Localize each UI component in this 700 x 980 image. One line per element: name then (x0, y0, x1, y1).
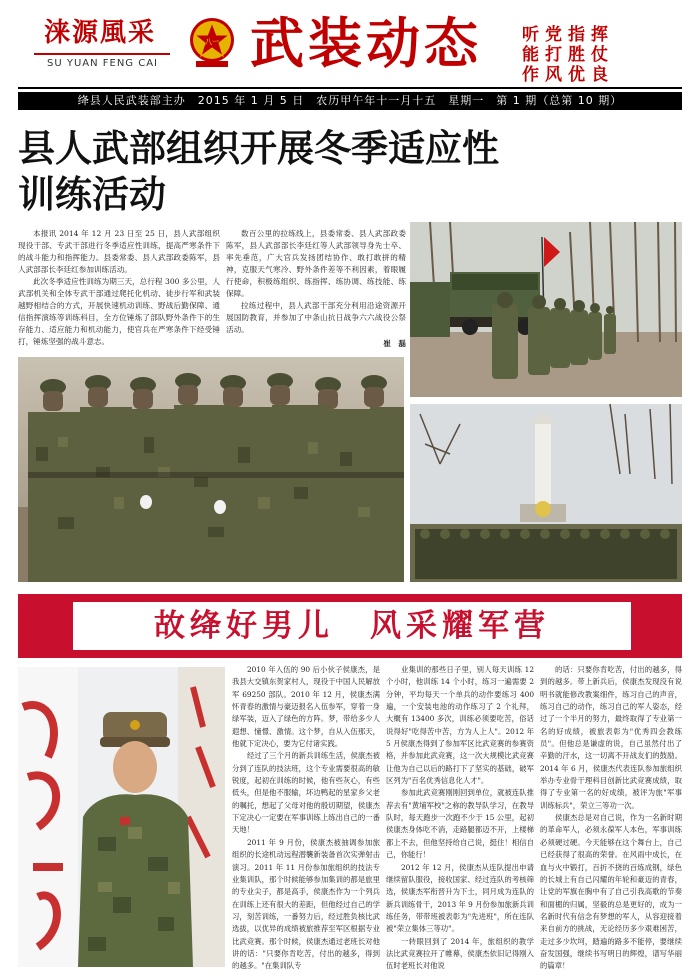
article1-column-1 (18, 228, 220, 348)
masthead-left-subtitle: SU YUAN FENG CAI (46, 58, 159, 69)
slogan-line-3: 作风优良 (522, 65, 614, 85)
feature-banner (18, 594, 682, 658)
article2-paragraph: 业集训的那些日子里，别人每天训练 12 个小时，他训练 14 个小时，练习一遍需要 2 分钟，平均每天一个单兵的动作要练习 400 遍，一个安装电池的动作练习了 2 个礼拜，大概有 13400 多次，训练必须要吃苦，俗话说得好"吃得苦中苦，方为人上人"。2012 年 5 月侯康杰得到了参加军区比武竞赛的参赛资格，并参加此武竞赛，这一次大规模比武竞赛让他为自己以后的路打下了坚实的基础，破军区列为"百名优秀信息化人才"。 (386, 665, 534, 786)
masthead-main-title: 武装动态 (250, 11, 482, 75)
article2-paragraph: 的话：只要你肯吃苦，付出的越多，得到的越多。带上新兵后，侯康杰发现没有说明书就能修改教案细件，练习自己的声音，练习自己的动作，练习自己的军人姿态，经过了一个半月的努力，最终取得了专业第一名的好成绩，被旅表彰为"优秀四会教练员"。但他总是谦虚的说，自己虽然付出了辛勤的汗水，这一切离不开战友们的鼓励。2014 年 6 月，侯康杰代表连队参加旅组织举办专业骨干理科目创新比武竞赛成绩，取得了专业第一名的好成绩，被评为旅"军事训练标兵"，荣立三等功一次。 (540, 665, 682, 810)
article2-paragraph: 2012 年 12 月，侯康杰从连队提出申请继续留队服役，接收国家、经过连队的考核筛选，侯康杰军衔晋升为下士，同月成为连队的新兵训练骨干，2013 年 9 月份参加旅新兵训练任务，带带班被表彰为"先进班"，所在连队被"荣立集体三等功"。 (386, 862, 534, 934)
article1-paragraph: 此次冬季适应性训练为期三天，总行程 300 多公里，人武部机关和全体专武干部通过爬托化机动、徒步行军和武装越野相结合的方式，开展快速机动训练、野战后勤保障、通信指挥演练等训练科目，全方位锤炼了部队野外条件下的生存能力、适应能力和机动能力，使官兵在严寒条件下经受锤打，锤炼坚强的战斗意志。 (18, 277, 220, 346)
article2-paragraph: 经过了三个月的新兵训练生活，侯康杰被分到了连队的技法班，这个专业需要很高的敏锐度，起初在训练的时候，他有些灰心，有些低头，但是他不服输，坏边鸭起的星家乡父老的嘱托，想起了父母对他的殷切期望，侯康杰下定决心一定要在军事训练上练出自己的一番天地！ (232, 751, 380, 835)
article2-paragraph: 2010 年入伍的 90 后小伙子侯康杰，是我县大交镇东贺家村人，现役于中国人民解放军 69250 部队。2010 年 12 月，侯康杰满怀青春的激情与豪迈报名入伍参军，穿着一身绿军装，迈入了绿色的方阵。梦，带给多少人遐想、憧憬、激情。这个梦，自从入伍那天，他就下定决心，要为它付诸实践。 (232, 665, 380, 749)
article2-paragraph: 一转眼回到了 2014 年，旅组织的教学法比武竞赛拉开了帷幕，侯康杰依旧记得刚入伍时老班长对他说 (386, 936, 534, 971)
soldier-portrait-photo (18, 667, 225, 967)
monument-ceremony-photo (410, 404, 682, 582)
article2-paragraph: 参加此武竞赛刚刚回到单位，就被连队推荐去有"黄埔军校"之称的教导队学习，在教导队时，每天跑步一次跑不少于 15 公里，起初侯康杰身体吃不消，走路腿都迈不开，上楼梯都上不去，但他坚持给自己说，挺住！相信自己，你能行！ (386, 788, 534, 860)
article1-author: 崔 磊 (383, 339, 406, 348)
issue-info-bar: 绛县人民武装部主办 2015 年 1 月 5 日 农历甲午年十一月十五 星期一 第 1 期（总第 10 期） (18, 92, 682, 110)
article-headline (18, 126, 688, 218)
masthead-left-rule (34, 53, 170, 55)
marching-soldiers-photo (410, 222, 682, 397)
article1-column-2 (226, 228, 406, 350)
slogan-line-1: 听党指挥 (522, 25, 614, 45)
article2-column-1 (232, 664, 380, 973)
headline-line-2: 训练活动 (18, 173, 166, 216)
headline-line-1: 县人武部组织开展冬季适应性 (18, 127, 499, 170)
article2-paragraph: 2011 年 9 月份，侯康杰被抽调参加旅组织的长途机动远程潜襲新装备首次实弹射击演习。2011 年 11 月份参加旅组织的技法专业集训队，那个时候能够参加集训的都是旅里的专业尖子，都是高手，侯康杰作为一个列兵在训练上还有很大的差距，但他经过自己的学习，刻苦训练，一番努力后，经过胜负核比武选拔，以优异的成绩被旅推荐至军区根据专业比武竞赛。那个时候，侯康杰通过老班长对他讲的话："只要你肯吃苦，付出的越多，得到的越多。"在集训队专 (232, 837, 380, 971)
soldiers-group-photo (18, 357, 404, 582)
svg-text:八一: 八一 (205, 38, 219, 46)
article2-column-3 (540, 664, 682, 973)
article1-paragraph: 数百公里的拉练线上，县委常委、县人武部政委陈军，县人武部部长李廷红等人武部领导身先士卒、率先垂范，广大官兵发扬团结协作、敢打敢拼的精神，克服天气寒冷、野外条件差等不利因素，着眼履行使命，积极练组织、练指挥、练协调、练技能、练保障。 (226, 229, 406, 298)
masthead-left-title: 涞源風采 (43, 18, 156, 48)
slogan-line-2: 能打胜仗 (522, 45, 614, 65)
article1-paragraph: 拉练过程中，县人武部干部充分利用沿途资源开展国防教育，并参加了中条山抗日战争六六战役公祭活动。 (226, 301, 406, 334)
article1-paragraph: 本报讯 2014 年 12 月 23 日至 25 日，县人武部组织现役干部、专武干部进行冬季适应性训练，提高严寒条件下的战斗能力和指挥能力。县委常委、县人武部政委陈军，县人武部部长李廷红参加训练活动。 (18, 229, 220, 274)
army-star-emblem-icon (188, 15, 236, 69)
article2-column-2 (386, 664, 534, 973)
article2-paragraph: 侯康杰总是对自己说，作为一名新时期的革命军人，必须永葆军人本色，军事训练必须硬过硬。今天能够在这个舞台上，自己已经获得了很高的荣誉。在风雨中成长，在血与火中锻打，百折不挠的百炼成钢，绿色的长城上有自己闪耀的年轮和豪迈的青春，让党的军旗在胸中有了自己引我高歌的节奏和面楣的归属，坚毅的总是更好的，成为一名新时代有信念有梦想的军人，从容迎接着来自前方的挑战，无论经历多少艰难困苦，走过多少坎坷，踏遍的路多不能停，要继续奋发国强，继续书写明日的辉煌，谱写华丽的篇章！ (540, 813, 682, 971)
masthead-divider (18, 87, 682, 89)
feature-banner-title: 故绛好男儿 风采耀军营 (73, 602, 631, 650)
